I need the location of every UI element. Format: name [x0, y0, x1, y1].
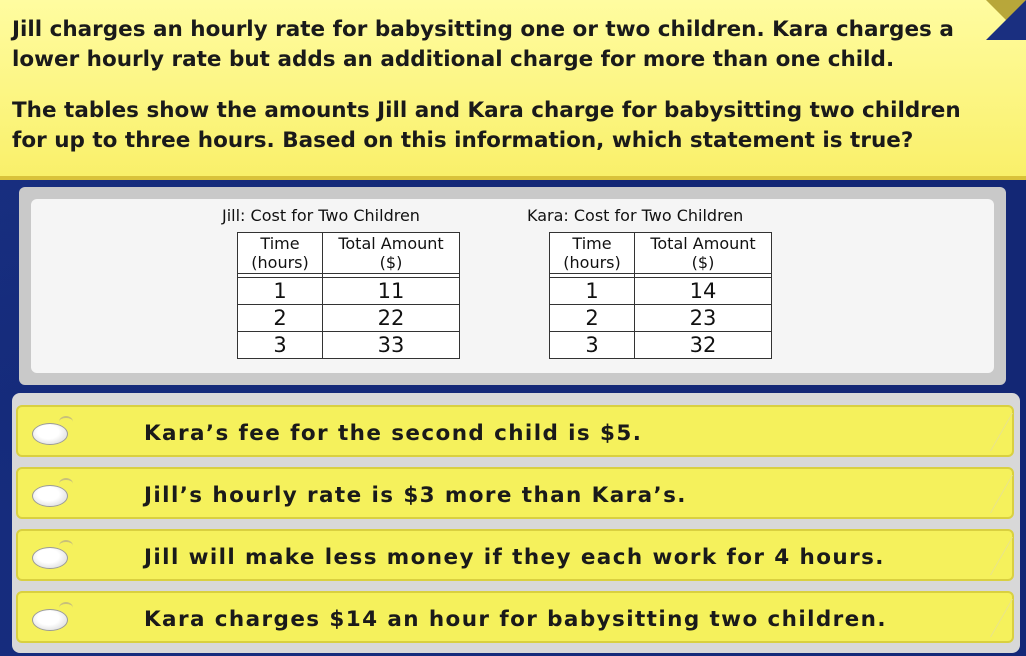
- time-cell: 2: [238, 305, 323, 332]
- decorative-slash: [970, 413, 1013, 451]
- time-cell: 1: [238, 278, 323, 305]
- time-cell: 3: [238, 332, 323, 359]
- question-banner: [0, 0, 1026, 180]
- amount-cell: 33: [323, 332, 460, 359]
- decorative-slash: [970, 599, 1013, 637]
- amount-cell: 32: [635, 332, 772, 359]
- radio-button-icon[interactable]: [32, 609, 68, 631]
- table-row: [238, 278, 460, 305]
- kara-cost-table: [549, 232, 772, 359]
- amount-cell: 11: [323, 278, 460, 305]
- table-row: [550, 332, 772, 359]
- time-cell: 2: [550, 305, 635, 332]
- tables-panel: [19, 187, 1006, 385]
- time-column-header: Time (hours): [238, 233, 323, 274]
- table-header-row: [238, 233, 460, 274]
- answer-choice-label: Kara’s fee for the second child is $5.: [144, 421, 643, 446]
- radio-button-icon[interactable]: [32, 485, 68, 507]
- answer-choices: [12, 393, 1020, 653]
- jill-cost-table: [237, 232, 460, 359]
- amount-column-header: Total Amount ($): [635, 233, 772, 274]
- jill-table-title: Jill: Cost for Two Children: [222, 206, 420, 225]
- table-row: [238, 332, 460, 359]
- tables-panel-inner: [31, 199, 994, 373]
- decorative-slash: [970, 475, 1013, 513]
- answer-choice-label: Kara charges $14 an hour for babysitting two children.: [144, 607, 887, 632]
- time-cell: 1: [550, 278, 635, 305]
- answer-choice-b[interactable]: [16, 467, 1014, 519]
- time-cell: 3: [550, 332, 635, 359]
- radio-button-icon[interactable]: [32, 547, 68, 569]
- amount-cell: 23: [635, 305, 772, 332]
- table-row: [550, 278, 772, 305]
- table-row: [238, 305, 460, 332]
- question-paragraph-1: Jill charges an hourly rate for babysitting one or two children. Kara charges a lower hourly rate but adds an additional charge for more than one child.: [12, 17, 954, 72]
- time-column-header: Time (hours): [550, 233, 635, 274]
- decorative-slash: [970, 537, 1013, 575]
- kara-table-title: Kara: Cost for Two Children: [527, 206, 744, 225]
- amount-column-header: Total Amount ($): [323, 233, 460, 274]
- table-row: [550, 305, 772, 332]
- amount-cell: 22: [323, 305, 460, 332]
- page-curl-cutout: [986, 0, 1026, 40]
- answer-choice-a[interactable]: [16, 405, 1014, 457]
- answer-choice-d[interactable]: [16, 591, 1014, 643]
- table-header-row: [550, 233, 772, 274]
- answer-choice-c[interactable]: [16, 529, 1014, 581]
- answer-choice-label: Jill’s hourly rate is $3 more than Kara’s.: [144, 483, 687, 508]
- amount-cell: 14: [635, 278, 772, 305]
- question-paragraph-2: The tables show the amounts Jill and Kara charge for babysitting two children for up to three hours. Based on this information, which statement is true?: [12, 98, 961, 153]
- radio-button-icon[interactable]: [32, 423, 68, 445]
- answer-choice-label: Jill will make less money if they each work for 4 hours.: [144, 545, 885, 570]
